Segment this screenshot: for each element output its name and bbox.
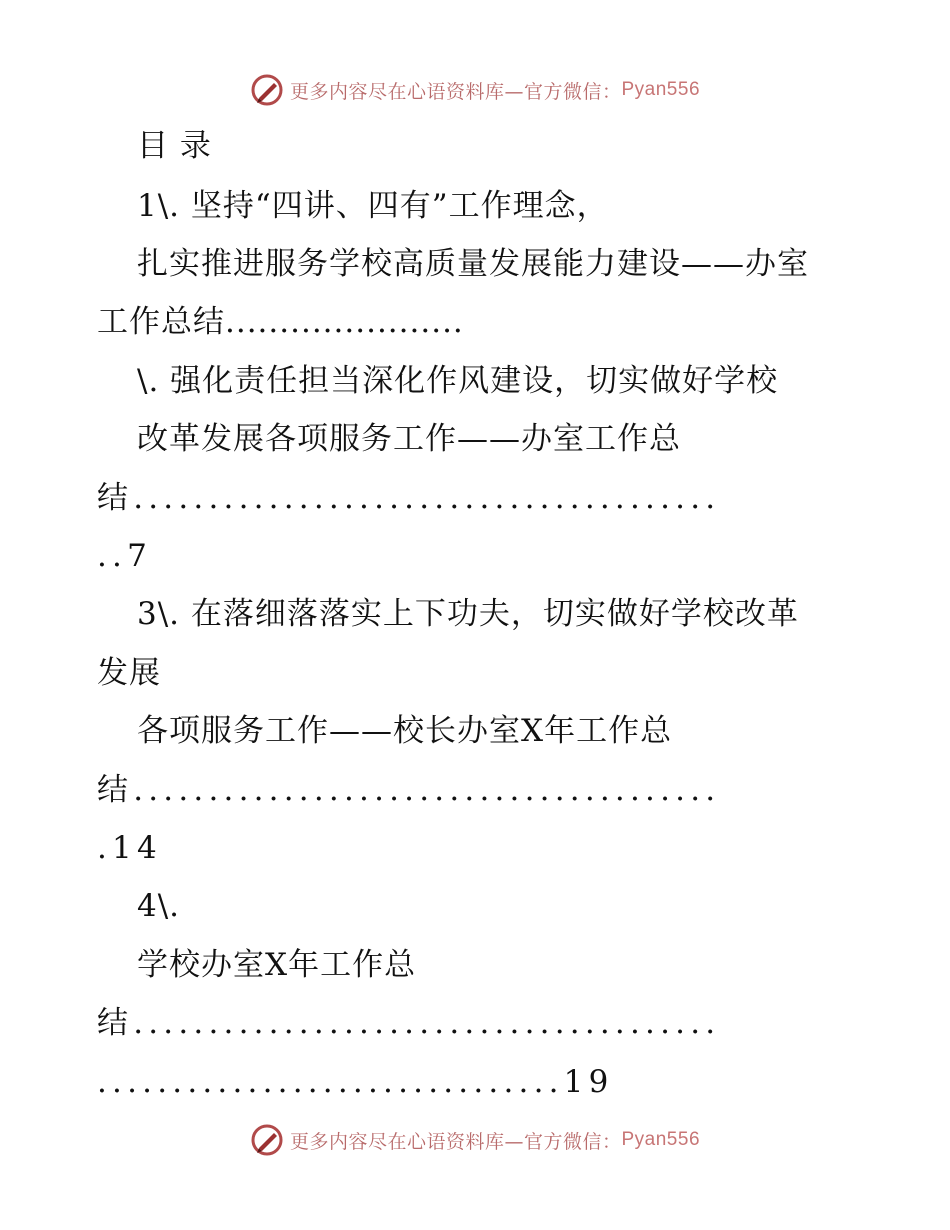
toc-line: 结.......................................: [97, 480, 721, 516]
toc-line: 扎实推进服务学校高质量发展能力建设——办室: [137, 246, 809, 282]
toc-line: 改革发展各项服务工作——办室工作总: [137, 421, 681, 457]
toc-line: 各项服务工作——校长办室X年工作总: [137, 713, 673, 749]
toc-line: .14: [97, 830, 162, 866]
toc-line: 3\. 在落细落落实上下功夫，切实做好学校改革: [137, 596, 799, 632]
toc-line: ...............................19: [97, 1064, 614, 1100]
toc-line: 发展: [97, 655, 161, 691]
toc-heading: 目 录: [137, 128, 212, 164]
header-watermark: [0, 70, 950, 110]
toc-line: ..7: [97, 538, 153, 574]
watermark-text: 更多内容尽在心语资料库—官方微信：: [289, 80, 622, 103]
toc-line: 工作总结......................: [97, 304, 464, 340]
toc-line: 结.......................................: [97, 772, 721, 808]
toc-line: 1\. 坚持“四讲、四有”工作理念，: [137, 188, 609, 224]
toc-line: \. 强化责任担当深化作风建设，切实做好学校: [137, 363, 779, 399]
toc-line: 学校办室X年工作总: [137, 947, 417, 983]
toc-line: 4\.: [137, 888, 181, 924]
pen-logo-icon: [250, 73, 284, 107]
pen-logo-icon: [250, 1123, 284, 1157]
watermark-id: Pyan556: [621, 1129, 701, 1150]
toc-line: 结.......................................: [97, 1005, 721, 1041]
watermark-id: Pyan556: [621, 79, 701, 100]
watermark-text: 更多内容尽在心语资料库—官方微信：: [289, 1130, 622, 1153]
footer-watermark: [0, 1120, 950, 1160]
